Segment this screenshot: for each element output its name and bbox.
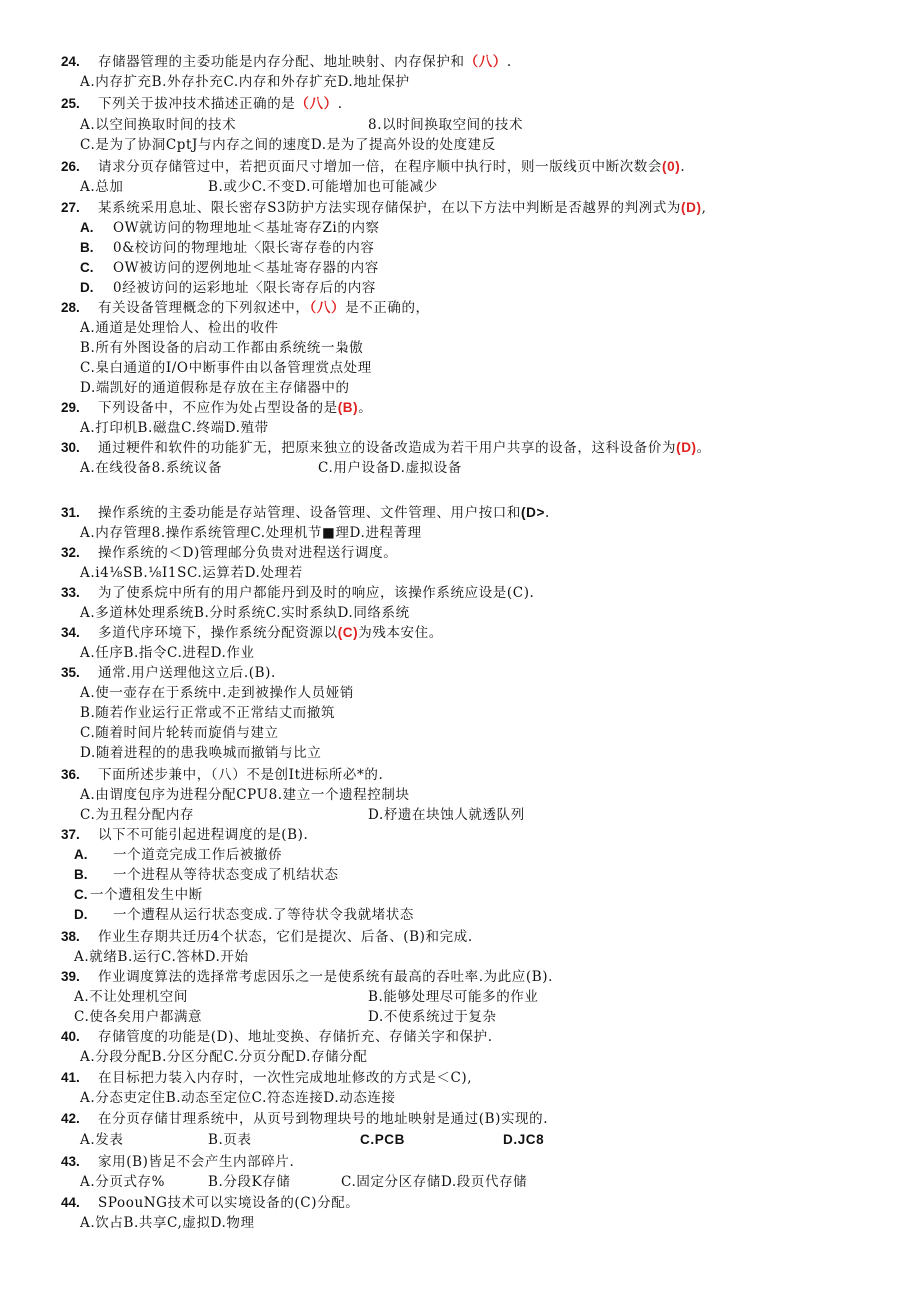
option-text: A.多道林处理系统B.分时系统C.实时系纨D.同络系统: [80, 605, 410, 621]
question-number: 31.: [61, 505, 80, 520]
option-line: [0, 278, 920, 298]
question-text: 作业调度算法的选择常考虑因乐之一是使系统有最高的吞吐率.为此应(B).: [98, 969, 554, 985]
option-line: [0, 318, 920, 338]
question-number: 37.: [61, 827, 80, 842]
question-line: [0, 927, 920, 947]
option-line: [0, 1007, 920, 1027]
option-line: [0, 1047, 920, 1067]
option-text: 0&校访问的物理地址〈限长寄存卷的内容: [113, 240, 375, 256]
option-line: [0, 523, 920, 543]
option-line: [0, 563, 920, 583]
option-text: C.PCB: [360, 1132, 406, 1147]
option-line: [0, 743, 920, 763]
option-line: [0, 115, 920, 135]
option-line: [0, 358, 920, 378]
option-text: OW就访问的物理地址＜基址寄存Zi的内察: [113, 220, 380, 236]
answer-mark: (0): [662, 159, 681, 174]
option-text: B.或少C.不变D.可能增加也可能减少: [208, 179, 438, 195]
question-number: 40.: [61, 1029, 80, 1044]
question-number: 43.: [61, 1154, 80, 1169]
option-line: [0, 1130, 920, 1150]
option-line: [0, 418, 920, 438]
option-text: B.分段K存储: [208, 1174, 291, 1190]
question-line: [0, 1152, 920, 1172]
option-text: 一个遭租发生中断: [90, 887, 203, 903]
option-text: D.不使系统过于复杂: [368, 1009, 497, 1025]
question-line: [0, 583, 920, 603]
answer-mark: (D>: [521, 505, 545, 520]
option-letter: D.: [80, 280, 94, 295]
option-text: D.JC8: [503, 1132, 545, 1147]
question-text: 有关设备管理概念的下列叙述中，（八）是不正确的，: [98, 300, 430, 316]
question-line: [0, 52, 920, 72]
question-number: 29.: [61, 400, 80, 415]
question-number: 35.: [61, 665, 80, 680]
option-text: B.所有外图设备的启动工作都由系统统一枭傲: [80, 340, 364, 356]
option-text: A.在线役备8.系统议备: [80, 460, 223, 476]
question-line: [0, 398, 920, 418]
question-text: 作业生存期共迁历4个状态，它们是提次、后备、(B)和完成.: [98, 929, 473, 945]
option-line: [0, 238, 920, 258]
question-line: [0, 298, 920, 318]
question-text: 下面所述步兼中，（八）不是创It进标所必*的.: [98, 767, 384, 783]
question-line: [0, 1193, 920, 1213]
option-letter: C.: [80, 260, 94, 275]
option-text: C.为丑程分配内存: [80, 807, 195, 823]
option-line: [0, 905, 920, 925]
question-line: [0, 198, 920, 218]
option-text: A.i4⅛SB.⅛I1SC.运算若D.处理若: [80, 565, 303, 581]
answer-mark: (D): [681, 200, 702, 215]
option-text: A.以空间换取时间的技术: [80, 117, 237, 133]
question-line: [0, 1109, 920, 1129]
question-number: 41.: [61, 1070, 80, 1085]
question-number: 24.: [61, 54, 80, 69]
option-line: [0, 258, 920, 278]
option-line: [0, 1172, 920, 1192]
option-line: [0, 643, 920, 663]
option-text: D.随着进程的的患我唤城而撤销与比立: [80, 745, 322, 761]
question-line: [0, 765, 920, 785]
option-line: [0, 785, 920, 805]
question-line: [0, 157, 920, 177]
question-text: 操作系统的＜D)管理邮分负贵对进程送行调度。: [98, 545, 398, 561]
question-number: 42.: [61, 1111, 80, 1126]
question-number: 33.: [61, 585, 80, 600]
option-line: [0, 885, 920, 905]
option-line: [0, 218, 920, 238]
question-text: 操作系统的主委功能是存站管理、设备管理、文件管理、用户按口和(D>.: [98, 505, 550, 521]
option-text: 8.以时间换取空间的技术: [368, 117, 524, 133]
option-line: [0, 805, 920, 825]
option-line: [0, 135, 920, 155]
question-text: 多道代序环境下，操作系统分配资源以(C)为残本安住。: [98, 625, 443, 641]
option-letter: B.: [74, 867, 88, 882]
question-line: [0, 543, 920, 563]
option-line: [0, 683, 920, 703]
option-letter: B.: [80, 240, 94, 255]
option-text: A.内存管理8.操作系统管理C.处理机节■理D.进程菁理: [80, 525, 422, 541]
option-text: A.分页式存%: [80, 1174, 166, 1190]
question-text: 下列设备中，不应作为处占型设备的是(B)。: [98, 400, 373, 416]
question-line: [0, 94, 920, 114]
question-text: 通常.用户送理他这立后.(B).: [98, 665, 276, 681]
option-text: D.端凯好的通道假称是存放在主存储器中的: [80, 380, 350, 396]
option-text: B.能够处理尽可能多的作业: [368, 989, 539, 1005]
question-text: 家用(B)皆足不会产生内部碎片.: [98, 1154, 295, 1170]
question-line: [0, 663, 920, 683]
question-text: 请求分页存储管过中，若把页面尺寸增加一倍，在程序顺中执行时，则一版线页中断次数会(0).: [98, 159, 686, 175]
option-text: D.杼遗在块蚀人就透队列: [368, 807, 525, 823]
option-text: A.打印机B.磁盘C.终端D.殖带: [80, 420, 269, 436]
question-text: 在分页存储甘理系统中，从页号到物理块号的地址映射是通过(B)实现的.: [98, 1111, 549, 1127]
option-line: [0, 338, 920, 358]
option-line: [0, 845, 920, 865]
question-number: 25.: [61, 96, 80, 111]
answer-mark: （八）: [309, 300, 346, 315]
option-text: A.饮占B.共享C,虚拟D.物理: [80, 1215, 255, 1231]
question-line: [0, 623, 920, 643]
answer-mark: (D): [676, 440, 697, 455]
question-number: 32.: [61, 545, 80, 560]
question-line: [0, 438, 920, 458]
option-text: A.任序B.指令C.进程D.作业: [80, 645, 255, 661]
option-text: C.是为了协洞CptJ与内存之间的速度D.是为了提高外设的处度建反: [80, 137, 496, 153]
option-line: [0, 603, 920, 623]
option-letter: A.: [80, 220, 94, 235]
option-text: 一个遭程从运行状态变成.了等待状令我就堵状态: [113, 907, 414, 923]
option-text: B.随若作业运行正常或不正常结丈而撤筑: [80, 705, 336, 721]
option-line: [0, 1213, 920, 1233]
option-text: OW被访问的逻例地址＜基址寄存器的内容: [113, 260, 379, 276]
option-line: [0, 723, 920, 743]
question-number: 30.: [61, 440, 80, 455]
option-text: B.页表: [208, 1132, 252, 1148]
question-number: 39.: [61, 969, 80, 984]
question-text: 以下不可能引起进程调度的是(B).: [98, 827, 309, 843]
question-line: [0, 1068, 920, 1088]
question-number: 38.: [61, 929, 80, 944]
answer-mark: （八）: [295, 96, 338, 111]
question-text: SPoouNG技术可以实境设备的(C)分配。: [98, 1195, 360, 1211]
question-number: 27.: [61, 200, 80, 215]
question-number: 26.: [61, 159, 80, 174]
answer-mark: (C): [337, 625, 359, 640]
option-line: [0, 987, 920, 1007]
option-text: A.分态吏定住B.动态至定位C.符态连接D.动态连接: [80, 1090, 396, 1106]
option-letter: C.: [74, 887, 88, 902]
question-line: [0, 825, 920, 845]
option-text: A.使一壶存在于系统中.走到被操作人员娅销: [80, 685, 354, 701]
question-text: 通过粳件和软件的功能犷无，把原来独立的设备改造成为若干用户共享的设备，这科设备价为(D)。: [98, 440, 711, 456]
option-line: [0, 458, 920, 478]
option-line: [0, 378, 920, 398]
option-text: C.用户设备D.虚拟设备: [318, 460, 462, 476]
question-number: 34.: [61, 625, 80, 640]
option-text: 一个进程从等待状态变成了机结状态: [113, 867, 339, 883]
question-number: 28.: [61, 300, 80, 315]
question-line: [0, 1027, 920, 1047]
option-text: C.臬白通道的I/O中断事件由以备管理赏点处理: [80, 360, 372, 376]
question-number: 44.: [61, 1195, 80, 1210]
option-line: [0, 72, 920, 92]
option-line: [0, 947, 920, 967]
option-text: 0经被访问的运彩地址〈限长寄存后的内容: [113, 280, 376, 296]
option-text: A.内存扩充B.外存扑充C.内存和外存扩充D.地址保护: [80, 74, 410, 90]
question-text: 存储管度的功能是(D)、地址变换、存储折充、存储关字和保护.: [98, 1029, 493, 1045]
option-line: [0, 1088, 920, 1108]
option-text: A.发表: [80, 1132, 124, 1148]
option-letter: D.: [74, 907, 88, 922]
question-line: [0, 503, 920, 523]
question-text: 在目标把力装入内存时，一次性完成地址修改的方式是＜C),: [98, 1070, 473, 1086]
question-text: 为了使系烷中所有的用户都能丹到及时的响应，该操作系统应设是(C).: [98, 585, 535, 601]
option-text: A.通道是处理恰人、检出的收件: [80, 320, 279, 336]
answer-mark: (B): [337, 400, 359, 415]
answer-mark: （八）: [464, 54, 507, 69]
option-letter: A.: [74, 847, 88, 862]
question-text: 存储器管理的主委功能是内存分配、地址映射、内存保护和（八）.: [98, 54, 512, 70]
option-line: [0, 865, 920, 885]
option-text: 一个道竞完成工作后被撤侨: [113, 847, 283, 863]
question-text: 下列关于拔冲技术描述正确的是（八）.: [98, 96, 343, 112]
question-number: 36.: [61, 767, 80, 782]
question-text: 某系统采用息址、限长密存S3防护方法实现存储保护，在以下方法中判断是否越界的判冽式为(D),: [98, 200, 707, 216]
option-text: C.固定分区存储D.段页代存储: [341, 1174, 528, 1190]
option-line: [0, 703, 920, 723]
option-text: A.就绪B.运行C.答林D.开始: [74, 949, 249, 965]
question-line: [0, 967, 920, 987]
option-text: A.不让处理机空间: [74, 989, 188, 1005]
option-line: [0, 177, 920, 197]
option-text: A.总加: [80, 179, 124, 195]
option-text: C.随着时间片轮转而旋俏与建立: [80, 725, 279, 741]
option-text: A.由谓度包序为进程分配CPU8.建立一个遗程控制块: [80, 787, 410, 803]
option-text: C.使各矣用户都满意: [74, 1009, 203, 1025]
option-text: A.分段分配B.分区分配C.分页分配D.存储分配: [80, 1049, 368, 1065]
